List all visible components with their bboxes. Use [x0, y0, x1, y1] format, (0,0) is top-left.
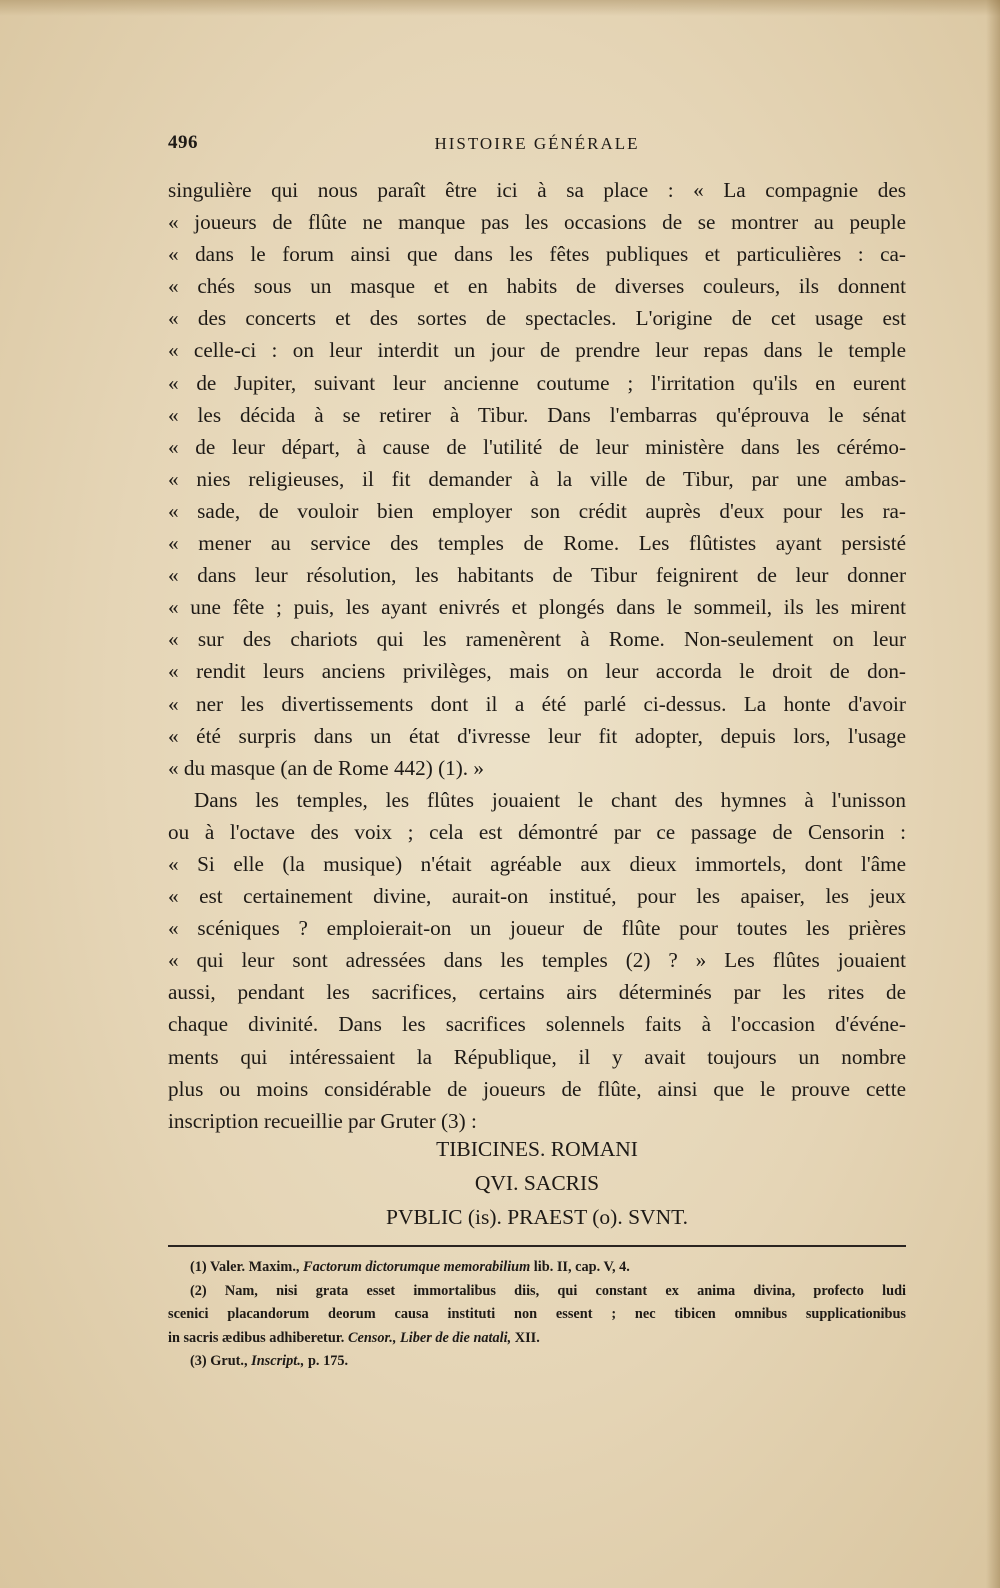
footnote-1-work: Factorum dictorumque memorabilium — [303, 1259, 531, 1275]
text-line: « ner les divertissements dont il a été parlé ci-dessus. La honte d'avoir — [168, 691, 906, 716]
inscription-line: PVBLIC (is). PRAEST (o). SVNT. — [385, 1205, 689, 1229]
text-line: « Si elle (la musique) n'était agréable aux dieux immortels, dont l'âme — [168, 851, 906, 876]
footnote-3-work: Inscript., — [251, 1353, 305, 1370]
text-line: « rendit leurs anciens privilèges, mais on leur accorda le droit de don- — [168, 659, 906, 684]
text-line: « nies religieuses, il fit demander à la ville de Tibur, par une ambas- — [168, 466, 906, 491]
footnote-2-line: (2) Nam, nisi grata esset immortalibus diis, qui constant ex anima divina, profecto ludi — [190, 1282, 906, 1299]
inscription-line: QVI. SACRIS — [474, 1171, 600, 1195]
footnote-3-ref: p. 175. — [304, 1353, 349, 1370]
footnote-3 — [168, 1350, 906, 1374]
page-shadow-right — [986, 0, 1000, 1588]
text-line: « est certainement divine, aurait-on institué, pour les apaiser, les jeux — [168, 884, 906, 909]
text-line: plus ou moins considérable de joueurs de flûte, ainsi que le prouve cette — [168, 1076, 906, 1101]
page-header — [168, 132, 906, 162]
text-line: « qui leur sont adressées dans les temples (2) ? » Les flûtes jouaient — [168, 948, 906, 973]
footnote-2-line — [168, 1327, 906, 1351]
body-text — [168, 174, 906, 1137]
footnote-rule — [168, 1245, 906, 1247]
footnote-2-text: in sacris ædibus adhiberetur. — [168, 1329, 348, 1346]
text-line: aussi, pendant les sacrifices, certains airs déterminés par les rites de — [168, 980, 906, 1005]
text-line: « chés sous un masque et en habits de diverses couleurs, ils donnent — [168, 274, 906, 299]
text-line: « celle-ci : on leur interdit un jour de prendre leur repas dans le temple — [168, 338, 906, 363]
text-line: « été surpris dans un état d'ivresse leur fit adopter, depuis lors, l'usage — [168, 723, 906, 748]
footnote-3-author: (3) Grut., — [190, 1353, 252, 1370]
footnotes — [168, 1256, 906, 1374]
footnote-1 — [168, 1256, 906, 1280]
text-line: ments qui intéressaient la République, il y avait toujours un nombre — [168, 1044, 906, 1069]
text-line: « scéniques ? emploierait-on un joueur de flûte pour toutes les prières — [168, 916, 906, 941]
text-line: inscription recueillie par Gruter (3) : — [168, 1108, 477, 1133]
text-line: « du masque (an de Rome 442) (1). » — [168, 755, 484, 780]
inscription — [168, 1132, 906, 1234]
text-line: « sade, de vouloir bien employer son crédit auprès d'eux pour les ra- — [168, 498, 906, 523]
inscription-line: TIBICINES. ROMANI — [436, 1137, 638, 1161]
text-line: « sur des chariots qui les ramenèrent à Rome. Non-seulement on leur — [168, 627, 906, 652]
text-line: « des concerts et des sortes de spectacles. L'origine de cet usage est — [168, 306, 906, 331]
text-line: Dans les temples, les flûtes jouaient le chant des hymnes à l'unisson — [194, 787, 906, 812]
text-line: « dans leur résolution, les habitants de Tibur feignirent de leur donner — [168, 563, 906, 588]
text-line: « joueurs de flûte ne manque pas les occasions de se montrer au peuple — [168, 210, 906, 235]
text-line: « de Jupiter, suivant leur ancienne coutume ; l'irritation qu'ils en eurent — [168, 370, 906, 395]
text-line: ou à l'octave des voix ; cela est démontré par ce passage de Censorin : — [168, 819, 906, 844]
page-shadow-top — [0, 0, 1000, 16]
text-line: « dans le forum ainsi que dans les fêtes publiques et particulières : ca- — [168, 242, 906, 267]
text-line: singulière qui nous paraît être ici à sa place : « La compagnie des — [168, 178, 906, 202]
text-line: « de leur départ, à cause de l'utilité de leur ministère dans les cérémo- — [168, 434, 906, 459]
text-line: « une fête ; puis, les ayant enivrés et plongés dans le sommeil, ils les mirent — [168, 595, 906, 620]
footnote-1-ref: lib. II, cap. V, 4. — [530, 1259, 630, 1275]
footnote-2-source: Censor., Liber de die natali, — [347, 1329, 512, 1346]
footnote-1-author: (1) Valer. Maxim., — [190, 1259, 304, 1275]
footnote-2-ref: XII. — [511, 1329, 540, 1346]
text-line: « mener au service des temples de Rome. Les flûtistes ayant persisté — [168, 531, 906, 556]
page-number: 496 — [168, 132, 198, 153]
text-line: chaque divinité. Dans les sacrifices solennels faits à l'occasion d'événe- — [168, 1012, 906, 1037]
footnote-2-line: scenici placandorum deorum causa instituti non essent ; nec tibicen omnibus supplicationibus — [168, 1306, 906, 1323]
running-title: HISTOIRE GÉNÉRALE — [434, 134, 640, 153]
text-line: « les décida à se retirer à Tibur. Dans l'embarras qu'éprouva le sénat — [168, 402, 906, 427]
